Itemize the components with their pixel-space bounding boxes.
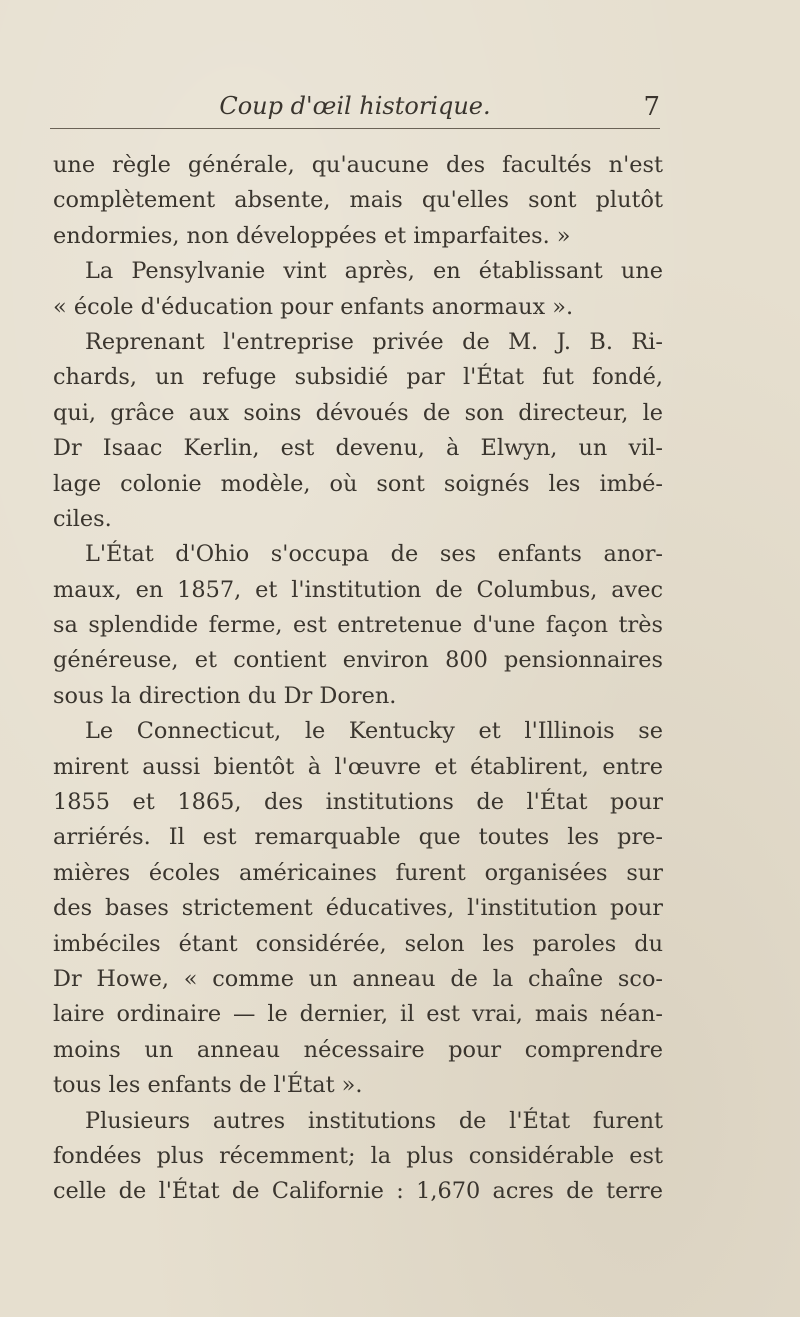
text-line: Plusieurs autres institutions de l'État furent xyxy=(85,1107,663,1134)
text-line: tous les enfants de l'État ». xyxy=(53,1072,363,1099)
text-line: mières écoles américaines furent organisées sur xyxy=(53,859,663,886)
text-line: des bases strictement éducatives, l'institution pour xyxy=(53,895,663,922)
text-line: ciles. xyxy=(53,505,112,532)
text-line: généreuse, et contient environ 800 pensionnaires xyxy=(53,647,663,674)
page-number: 7 xyxy=(643,92,660,122)
text-line: Dr Isaac Kerlin, est devenu, à Elwyn, un vil- xyxy=(53,435,663,462)
text-line: 1855 et 1865, des institutions de l'État pour xyxy=(53,789,663,816)
text-line: sous la direction du Dr Doren. xyxy=(53,682,397,709)
text-line: imbéciles étant considérée, selon les paroles du xyxy=(53,930,663,957)
text-line: fondées plus récemment; la plus considérable est xyxy=(53,1142,663,1169)
text-line: complètement absente, mais qu'elles sont plutôt xyxy=(53,187,663,214)
text-line: Reprenant l'entreprise privée de M. J. B. Ri- xyxy=(85,328,663,355)
text-line: arriérés. Il est remarquable que toutes les pre- xyxy=(53,824,663,851)
text-line: moins un anneau nécessaire pour comprendre xyxy=(53,1036,663,1063)
running-title: Coup d'œil historique. xyxy=(219,92,491,120)
text-line: laire ordinaire — le dernier, il est vrai, mais néan- xyxy=(53,1001,663,1028)
text-line: Le Connecticut, le Kentucky et l'Illinois se xyxy=(85,718,663,745)
running-head xyxy=(50,92,660,132)
text-line: maux, en 1857, et l'institution de Columbus, avec xyxy=(53,576,663,603)
text-line: sa splendide ferme, est entretenue d'une façon très xyxy=(53,612,663,639)
text-line: lage colonie modèle, où sont soignés les imbé- xyxy=(53,470,663,497)
text-line: La Pensylvanie vint après, en établissant une xyxy=(85,258,663,285)
text-line: endormies, non développées et imparfaites. » xyxy=(53,222,571,249)
text-line: chards, un refuge subsidié par l'État fut fondé, xyxy=(53,364,663,391)
text-line: Dr Howe, « comme un anneau de la chaîne sco- xyxy=(53,965,663,992)
text-line: « école d'éducation pour enfants anormaux ». xyxy=(53,293,574,320)
text-line: L'État d'Ohio s'occupa de ses enfants anor- xyxy=(85,541,663,568)
text-line: celle de l'État de Californie : 1,670 acres de terre xyxy=(53,1178,663,1205)
text-line: une règle générale, qu'aucune des facultés n'est xyxy=(53,152,663,178)
text-line: mirent aussi bientôt à l'œuvre et établirent, entre xyxy=(53,753,663,780)
header-rule xyxy=(50,128,660,129)
text-line: qui, grâce aux soins dévoués de son directeur, le xyxy=(53,399,663,426)
body-text xyxy=(53,148,663,1210)
